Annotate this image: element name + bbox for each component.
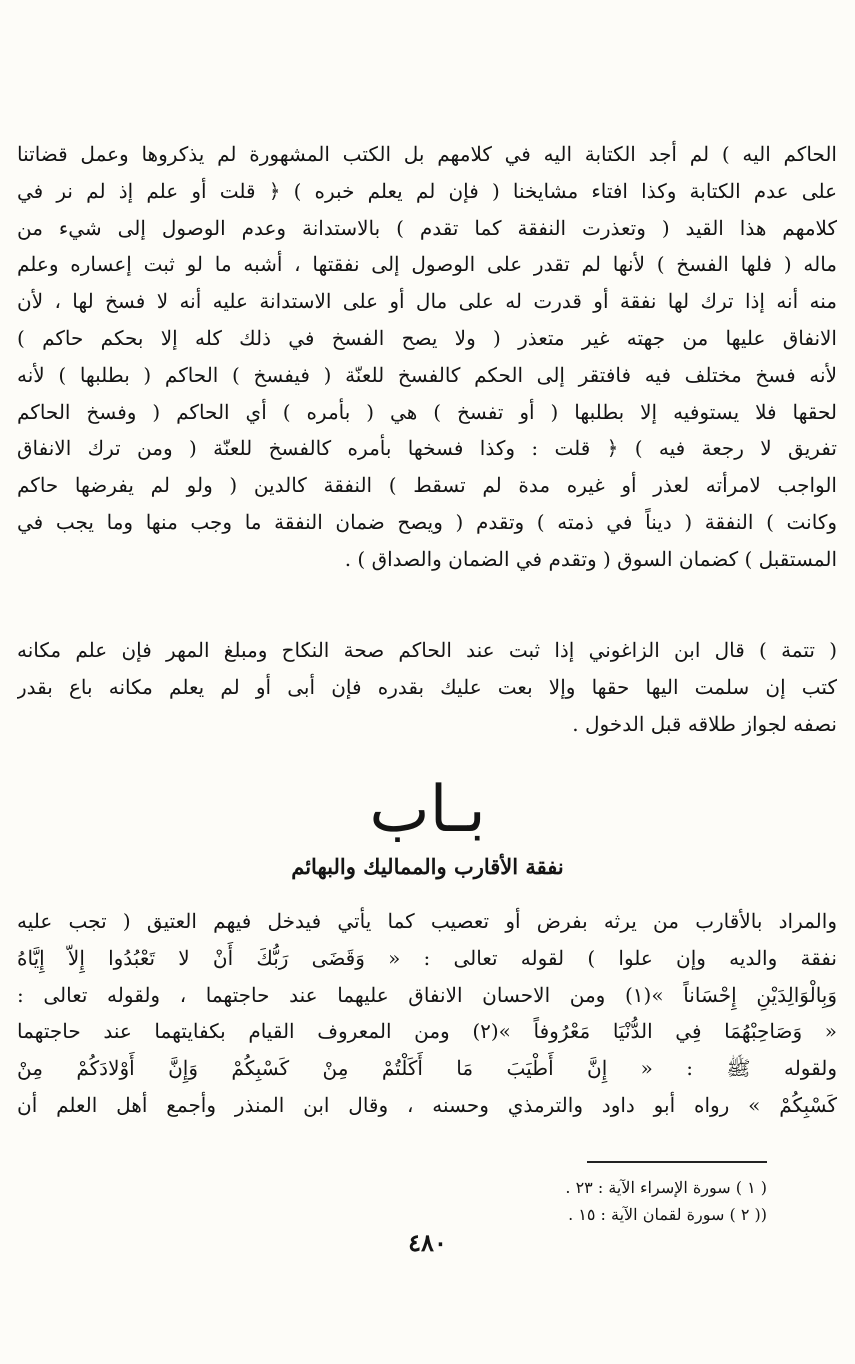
text-line: لأنه فسخ مختلف فيه فافتقر إلى الحكم كالفسخ للعنّة ( فيفسخ ) الحاكم ( بطلبها ) لأنه [17,362,837,387]
footnote-divider [587,1161,767,1163]
text-line: الواجب لامرأته لعذر أو غيره مدة لم تسقط ) النفقة كالدين ( ولو لم يفرضها حاكم [17,473,837,498]
text-line: كلامهم هذا القيد ( وتعذرت النفقة كما تقدم ) بالاستدانة وعدم الوصول إلى شيء من [17,215,837,240]
chapter-subtitle: نفقة الأقارب والمماليك والبهائم [291,854,564,879]
text-line: نصفه لجواز طلاقه قبل الدخول . [572,711,837,736]
chapter-body [17,903,837,1124]
tatimma-paragraph [17,632,837,742]
text-line: الحاكم اليه ) لم أجد الكتابة اليه في كلامهم بل الكتب المشهورة لم يذكروها وعمل قضاتنا [17,142,837,166]
text-line: المستقبل ) كضمان السوق ( وتقدم في الضمان والصداق ) . [344,546,837,571]
text-line: نفقة والديه وإن علوا ) لقوله تعالى : « وَقَضَى رَبُّكَ أَنْ لا تَعْبُدُوا إِلاّ إِيَّاهُ [17,945,837,970]
text-line: لحقها فلا يستوفيه إلا بطلبها ( أو تفسخ ) هي ( بأمره ) أي الحاكم ( وفسخ الحاكم [17,399,837,424]
text-line: ولقوله ﷺ : « إِنَّ أَطْيَبَ مَا أَكَلْتُمْ مِنْ كَسْبِكُمْ وَإِنَّ أَوْلادَكُمْ مِنْ [17,1056,837,1081]
text-line: ( تتمة ) قال ابن الزاغوني إذا ثبت عند الحاكم صحة النكاح ومبلغ المهر فإن علم مكانه [17,638,837,662]
text-line: كَسْبِكُمْ » رواه أبو داود والترمذي وحسنه ، وقال ابن المنذر وأجمع أهل العلم أن [17,1092,837,1117]
text-line: على عدم الكتابة وكذا افتاء مشايخنا ( فإن لم يعلم خبره ) ﴿ قلت أو علم إذ لم نر في [17,178,837,203]
text-line: وكانت ) النفقة ( ديناً في ذمته ) وتقدم ( ويصح ضمان النفقة ما وجب منها وما يجب في [17,509,837,534]
footnote-1: ( ١ ) سورة الإسراء الآية : ٢٣ . [565,1178,767,1197]
text-line: والمراد بالأقارب من يرثه بفرض أو تعصيب كما يأتي فيدخل فيهم العتيق ( تجب عليه [17,909,837,933]
chapter-title: بـاب [369,773,486,847]
text-line: تفريق لا رجعة فيه ) ﴿ قلت : وكذا فسخها بأمره كالفسخ للعنّة ( ومن ترك الانفاق [17,436,837,461]
page-number: ٤٨٠ [408,1228,447,1257]
footnotes [467,1174,767,1228]
text-line: الانفاق عليها من جهته غير متعذر ( ولا يصح الفسخ في ذلك كله إلا بحكم حاكم ) [17,325,837,350]
main-text [17,136,837,578]
footnote-2: (( ٢ ) سورة لقمان الآية : ١٥ . [568,1205,767,1224]
text-line: ماله ( فلها الفسخ ) لأنها لم تقدر على الوصول إلى نفقتها ، أشبه ما لو ثبت إعساره وعلم [17,252,837,277]
text-line: كتب إن سلمت اليها حقها وإلا بعت عليك بقدره فإن أبى أو لم يعلم مكانه باع بقدر [17,674,837,699]
text-line: وَبِالْوَالِدَيْنِ إِحْسَاناً »(١) ومن الاحسان الانفاق عليهما عند حاجتهما ، ولقوله تعالى : [17,982,837,1007]
text-line: منه أنه إذا ترك لها نفقة أو قدرت له على مال أو على الاستدانة عليه أنه لا فسخ لها ، لأن [17,289,837,314]
text-line: « وَصَاحِبْهُمَا فِي الدُّنْيَا مَعْرُوفاً »(٢) ومن المعروف القيام بكفايتهما عند حاجتهما [17,1019,837,1044]
